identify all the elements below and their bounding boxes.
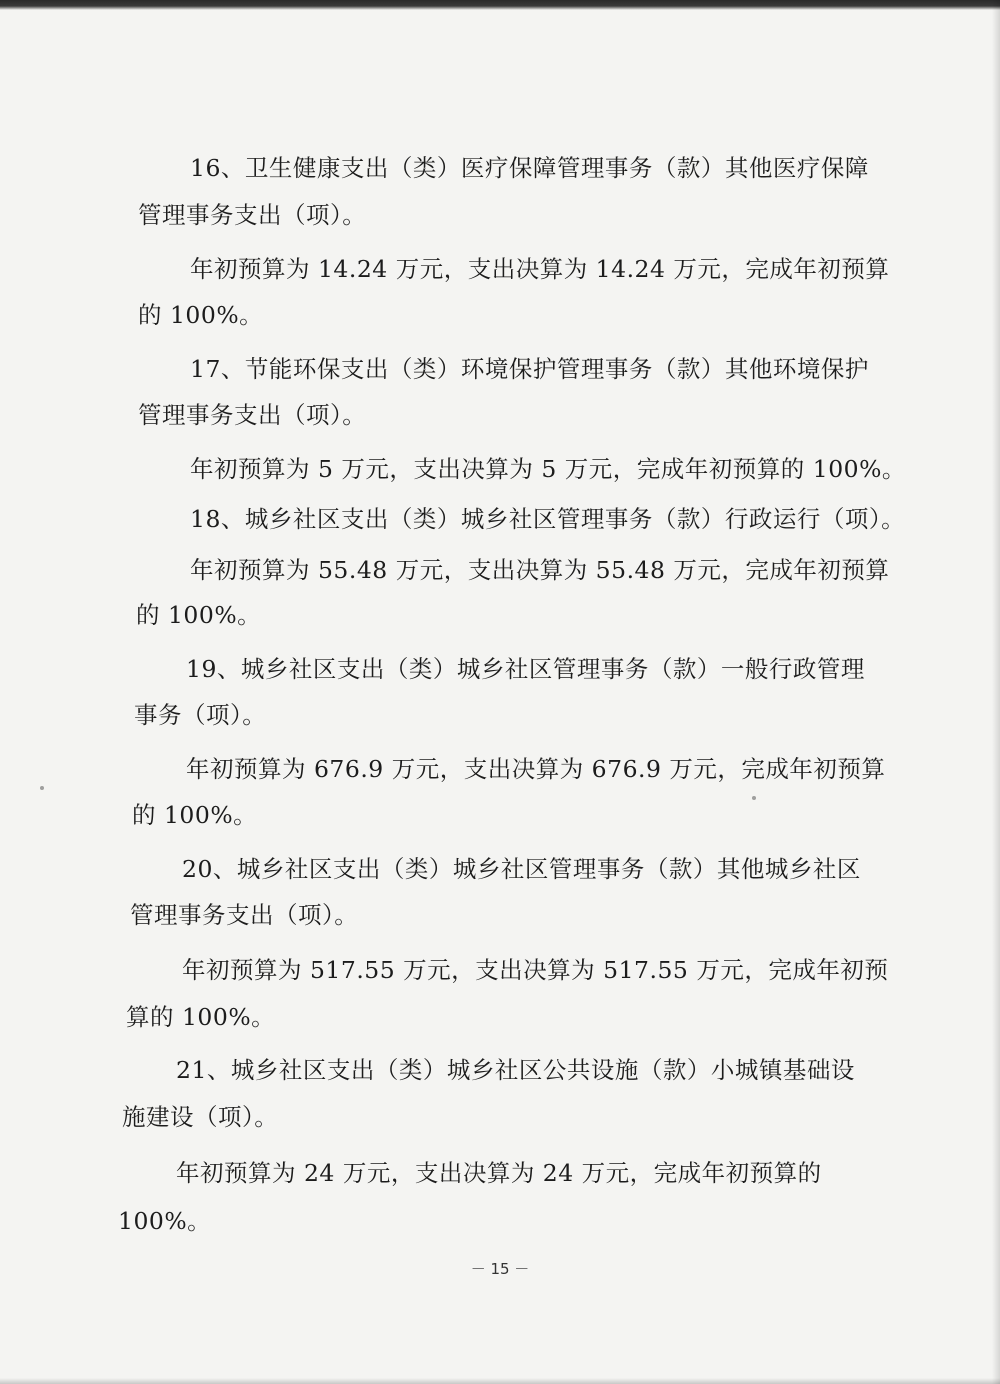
section-20-heading-line1: 20、城乡社区支出（类）城乡社区管理事务（款）其他城乡社区 [182, 855, 861, 883]
section-21-body-line1: 年初预算为 24 万元，支出决算为 24 万元，完成年初预算的 [176, 1159, 822, 1187]
section-21-body-line2: 100%。 [118, 1207, 212, 1235]
scan-speck [40, 786, 44, 790]
section-17-body-line1: 年初预算为 5 万元，支出决算为 5 万元，完成年初预算的 100%。 [190, 455, 906, 483]
section-19-heading-line1: 19、城乡社区支出（类）城乡社区管理事务（款）一般行政管理 [186, 655, 865, 683]
section-18-body-line1: 年初预算为 55.48 万元，支出决算为 55.48 万元，完成年初预算 [190, 556, 890, 584]
section-19-body-line1: 年初预算为 676.9 万元，支出决算为 676.9 万元，完成年初预算 [186, 755, 886, 783]
section-17-heading-line2: 管理事务支出（项）。 [138, 401, 367, 429]
section-20-heading-line2: 管理事务支出（项）。 [130, 901, 359, 929]
section-19-heading-line2: 事务（项）。 [134, 701, 267, 729]
section-20-body-line1: 年初预算为 517.55 万元，支出决算为 517.55 万元，完成年初预 [182, 956, 889, 984]
section-16-body-line2: 的 100%。 [138, 301, 264, 329]
scan-speck [752, 796, 756, 800]
section-21-heading-line2: 施建设（项）。 [122, 1103, 279, 1131]
section-18-body-line2: 的 100%。 [136, 601, 262, 629]
section-16-heading-line1: 16、卫生健康支出（类）医疗保障管理事务（款）其他医疗保障 [190, 154, 869, 182]
section-21-heading-line1: 21、城乡社区支出（类）城乡社区公共设施（款）小城镇基础设 [176, 1056, 855, 1084]
section-19-body-line2: 的 100%。 [132, 801, 258, 829]
section-18-heading-line1: 18、城乡社区支出（类）城乡社区管理事务（款）行政运行（项）。 [190, 505, 906, 533]
section-20-body-line2: 算的 100%。 [126, 1003, 276, 1031]
page-number: － 15 － [470, 1260, 530, 1278]
section-16-heading-line2: 管理事务支出（项）。 [138, 201, 367, 229]
section-17-heading-line1: 17、节能环保支出（类）环境保护管理事务（款）其他环境保护 [190, 355, 869, 383]
section-16-body-line1: 年初预算为 14.24 万元，支出决算为 14.24 万元，完成年初预算 [190, 255, 890, 283]
